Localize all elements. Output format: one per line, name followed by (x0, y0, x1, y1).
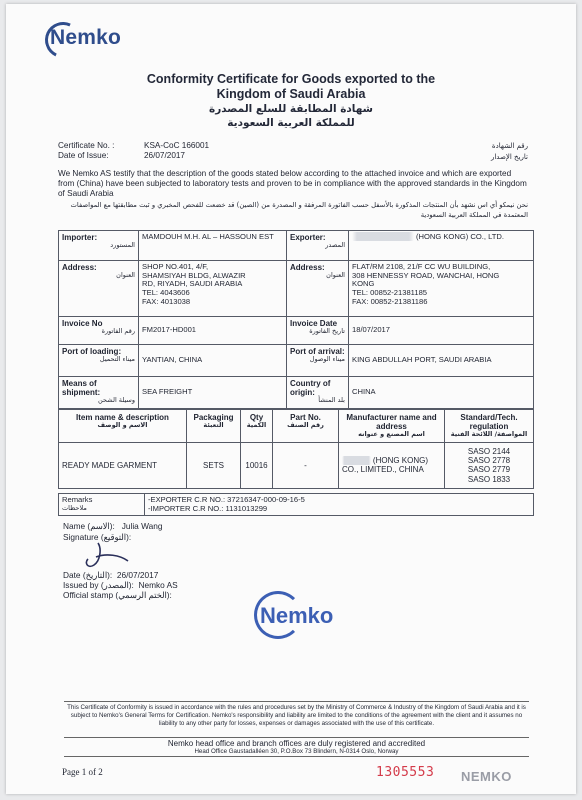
country-origin-value: CHINA (349, 377, 534, 409)
invoice-no-value: FM2017-HD001 (139, 317, 287, 345)
goods-header-standard: Standard/Tech. regulation المواصفة/ اللائحة الفنية (445, 410, 534, 443)
cert-no-label: Certificate No. : (58, 141, 115, 150)
title-ar-1: شهادة المطابقة للسلع المصدرة (209, 103, 373, 115)
goods-standards: SASO 2144 SASO 2778 SASO 2779 SASO 1833 (445, 442, 534, 488)
nemko-logo: Nemko (50, 26, 122, 49)
goods-table (58, 409, 534, 489)
goods-item: READY MADE GARMENT (59, 442, 187, 488)
page-number: Page 1 of 2 (62, 767, 103, 777)
official-stamp-label: Official stamp (الختم الرسمي): (63, 590, 172, 600)
footer-legal: This Certificate of Conformity is issued in accordance with the rules and procedures set by the Ministry of Commerce & Industry of the Kingdom of Saudi Arabia and it is subject to Nemko's General Terms for Certification. Nemko's responsibility and liability are limited to the conditions of the agreement with the client and it assumes no liability to any other party for losses, expenses or damages associated with the use of this certificate. (64, 701, 529, 728)
goods-manufacturer: (HONG KONG) CO., LIMITED., CHINA (339, 442, 445, 488)
remarks-value: -EXPORTER C.R NO.: 37216347-000-09-16-5 -IMPORTER C.R NO.: 1131013299 (145, 494, 534, 516)
signature-label: Signature (التوقيع): (63, 532, 132, 542)
issue-date-label-ar: تاريخ الإصدار (490, 153, 528, 161)
certificate-meta-ar (491, 141, 528, 163)
importer-value: MAMDOUH M.H. AL – HASSOUN EST (139, 231, 287, 261)
importer-address-label-cell: Address: العنوان (59, 261, 139, 317)
goods-packaging: SETS (187, 442, 241, 488)
port-loading-value: YANTIAN, CHINA (139, 345, 287, 377)
goods-header-qty: Qty الكمية (241, 410, 273, 443)
exporter-address-label-cell: Address: العنوان (287, 261, 349, 317)
cert-no-value: KSA-CoC 166001 (144, 141, 210, 150)
table-row (59, 442, 534, 488)
title-ar-2: للمملكة العربية السعودية (227, 117, 355, 129)
sign-date-line: Date (التاريخ): 26/07/2017 (63, 570, 159, 580)
goods-header-part: Part No. رقم الصنف (273, 410, 339, 443)
invoice-date-value: 18/07/2017 (349, 317, 534, 345)
importer-address: SHOP NO.401, 4/F, SHAMSIYAH BLDG, ALWAZIR RD, RIYADH, SAUDI ARABIA TEL: 4043606 FAX: 4013038 (139, 261, 287, 317)
importer-label-cell: Importer: المستورد (59, 231, 139, 261)
signature-scribble-icon (76, 539, 136, 573)
exporter-address: FLAT/RM 2108, 21/F CC WU BUILDING, 308 HENNESSY ROAD, WANCHAI, HONG KONG TEL: 00852-21381185 FAX: 00852-21381186 (349, 261, 534, 317)
port-arrival-value: KING ABDULLAH PORT, SAUDI ARABIA (349, 345, 534, 377)
issue-date-value: 26/07/2017 (144, 151, 185, 160)
official-stamp-text: Nemko (260, 603, 334, 628)
shipment-table (58, 230, 534, 409)
issued-by-line: Issued by (المصدر): Nemko AS (63, 580, 178, 590)
goods-header-packaging: Packaging التعبئة (187, 410, 241, 443)
issue-date-label: Date of Issue: (58, 151, 109, 160)
port-loading-label-cell: Port of loading: ميناء التحميل (59, 345, 139, 377)
intro-text: We Nemko AS testify that the description of the goods stated below according to the attached invoice and which are exported from (China) have been subjected to laboratory tests and proven to be in compliance with the approved standards in the Kingdom of Saudi Arabia (58, 169, 527, 198)
goods-part: - (273, 442, 339, 488)
remarks-table (58, 493, 534, 516)
means-shipment-value: SEA FREIGHT (139, 377, 287, 409)
invoice-no-label-cell: Invoice No رقم الفاتورة (59, 317, 139, 345)
nemko-footer-mark: NEMKO (461, 769, 512, 784)
exporter-value: (HONG KONG) CO., LTD. (349, 231, 534, 261)
footer-office: Nemko head office and branch offices are duly registered and accredited Head Office Gaustadalléen 30, P.O.Box 73 Blindern, N-0314 Oslo, Norway (64, 737, 529, 757)
means-shipment-label-cell: Means of shipment: وسيلة الشحن (59, 377, 139, 409)
intro-text-ar: نحن نيمكو أي اس نشهد بأن المنتجات المذكورة بالأسفل حسب الفاتورة المرفقة و المصدرة من (الصين) قد خضعت للفحص المخبري و ثبت مطابقتها مع المواصفات المعتمدة في المملكة العربية السعودية (70, 201, 528, 219)
goods-header-item: Item name & description الاسم و الوصف (59, 410, 187, 443)
goods-header-manufacturer: Manufacturer name and address اسم المصنع و عنوانه (339, 410, 445, 443)
port-arrival-label-cell: Port of arrival: ميناء الوصول (287, 345, 349, 377)
goods-qty: 10016 (241, 442, 273, 488)
certificate-meta (58, 141, 209, 161)
remarks-label-cell: Remarks ملاحظات (59, 494, 145, 516)
title-en-1: Conformity Certificate for Goods exported to the (146, 72, 436, 86)
country-origin-label-cell: Country of origin: بلد المنشأ (287, 377, 349, 409)
certificate-page (6, 4, 576, 794)
exporter-label-cell: Exporter: المصدر (287, 231, 349, 261)
name-line: Name (الاسم): Julia Wang (63, 521, 163, 531)
invoice-date-label-cell: Invoice Date تاريخ الفاتورة (287, 317, 349, 345)
serial-number: 1305553 (376, 765, 435, 780)
title-en-2: Kingdom of Saudi Arabia (216, 87, 366, 101)
cert-no-label-ar: رقم الشهادة (491, 142, 528, 150)
